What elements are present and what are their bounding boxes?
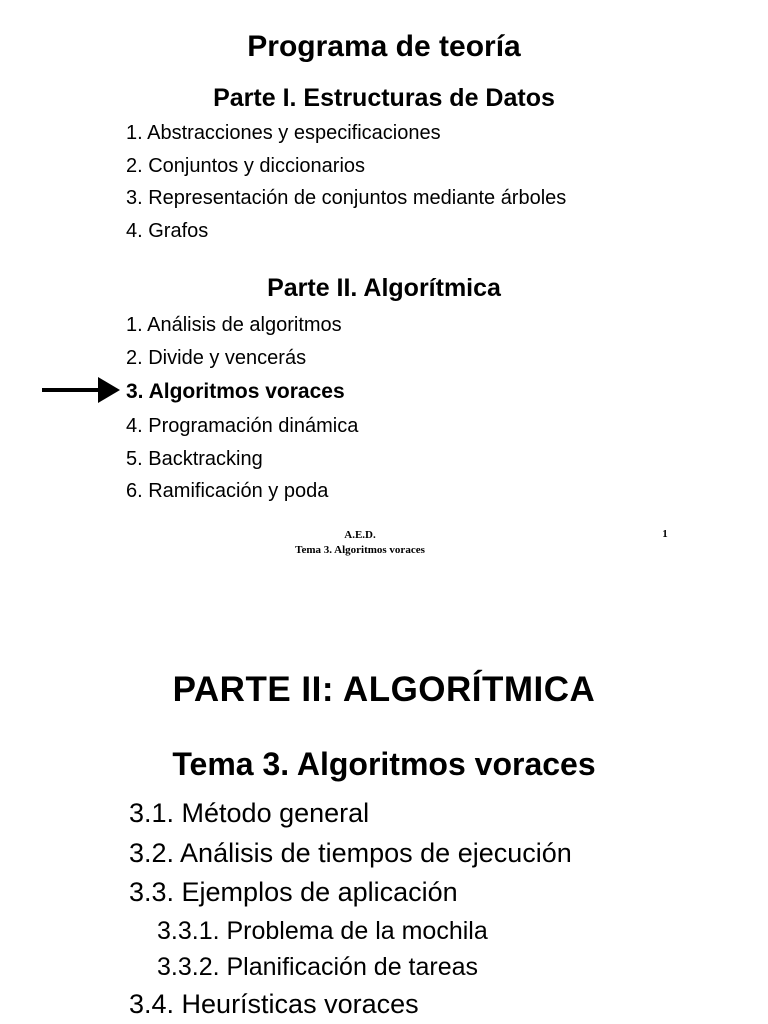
- list-item: 1. Abstracciones y especificaciones: [126, 122, 441, 144]
- list-item: 5. Backtracking: [126, 447, 263, 470]
- outline-subitem: 3.3.1. Problema de la mochila: [157, 916, 488, 945]
- slide-topic: [0, 640, 768, 1024]
- outline-item: 3.3. Ejemplos de aplicación: [129, 877, 458, 907]
- outline-subitem: 3.3.2. Planificación de tareas: [157, 952, 479, 981]
- part2-list: [126, 309, 358, 508]
- list-item: 4. Programación dinámica: [126, 415, 359, 437]
- footer-topic: Tema 3. Algoritmos voraces: [295, 544, 425, 556]
- part2-heading: Parte II. Algorítmica: [267, 274, 501, 302]
- part1-list: [126, 117, 566, 247]
- list-item: 1. Análisis de algoritmos: [126, 314, 342, 336]
- list-item: 2. Conjuntos y diccionarios: [126, 154, 366, 177]
- outline-item: 3.1. Método general: [129, 798, 370, 828]
- list-item: 4. Grafos: [126, 219, 209, 242]
- list-item-current: 3. Algoritmos voraces: [126, 380, 345, 403]
- part-title: PARTE II: ALGORÍTMICA: [172, 670, 596, 709]
- list-item: 3. Representación de conjuntos mediante árboles: [126, 187, 567, 209]
- list-item: 6. Ramificación y poda: [126, 480, 329, 502]
- outline-item: 3.2. Análisis de tiempos de ejecución: [129, 837, 572, 868]
- topic-outline: [129, 794, 572, 1024]
- footer-course: A.E.D.: [344, 529, 376, 541]
- topic-title: Tema 3. Algoritmos voraces: [172, 746, 596, 782]
- right-arrow-icon: [42, 377, 120, 403]
- slide-footer: [230, 528, 490, 558]
- slide-title: Programa de teoría: [247, 30, 521, 63]
- part1-heading: Parte I. Estructuras de Datos: [213, 84, 555, 112]
- list-item: 2. Divide y vencerás: [126, 346, 307, 369]
- outline-item: 3.4. Heurísticas voraces: [129, 988, 419, 1019]
- page-number: 1: [662, 528, 668, 540]
